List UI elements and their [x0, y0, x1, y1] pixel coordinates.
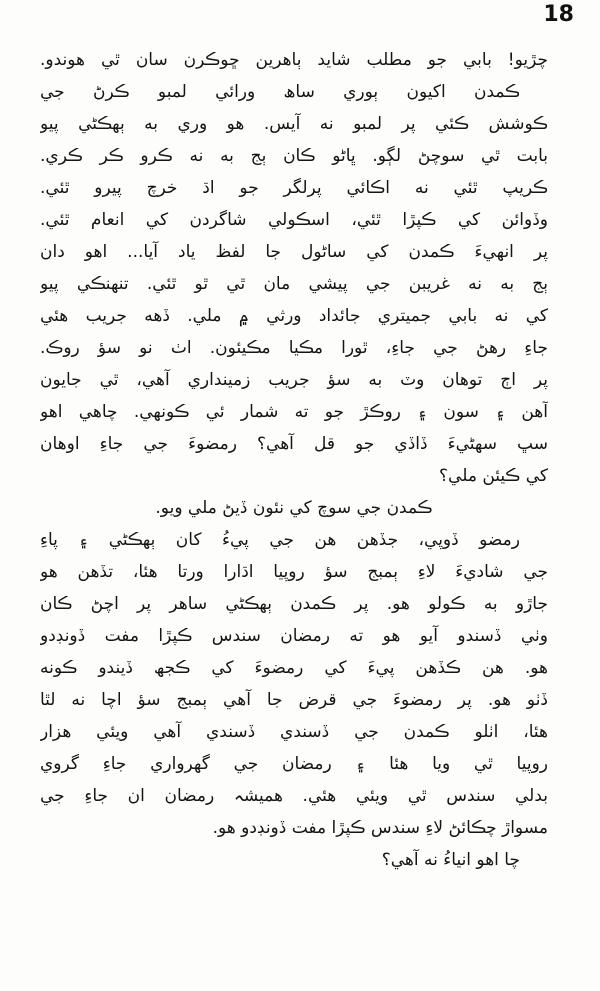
text-line: وڏوائن کي ڪپڙا ٿئي، اسڪولي شاگردن کي انعام ٿئي. [40, 210, 548, 230]
text-line: مسواڙ چڪائڻ لاءِ سندس ڪپڙا مفت ڏونڊدو هو. [212, 818, 548, 838]
text-line: ڪمدن جي سوچ کي نئون ڏيڻ ملي ويو. [155, 498, 433, 518]
text-line: سڀ سهڻيءَ ڏاڏي جو قل آهي؟ رمضوءَ جي جاءِ اوهان [40, 434, 548, 454]
text-line: هو. هن ڪڏهن پيءَ کي رمضوءَ کي ڪجھ ڏيندو ڪونه [40, 658, 548, 678]
text-line: رمضو ڏوپي، جڏهن هن جي پيءُ کان ٻهڪڻي ۽ پاءِ [40, 530, 520, 550]
text-line: کي ڪيئن ملي؟ [439, 466, 548, 486]
text-line: ڏٺو هو. پر رمضوءَ جي قرض جا آهي ٻمبج سؤ اچا نه لٿا [40, 690, 548, 710]
text-line: ڪمدن اکيون ٻوري ساھ ورائي لمبو ڪرڻ جي [40, 82, 520, 102]
text-line: آهن ۽ سون ۽ روڪڙ جو ته شمار ئي ڪونهي. چاهي اھو [40, 402, 548, 422]
text-line: کي نه بابي جميتري جائداد ورثي ۾ ملي. ڏهه جريب هئي [40, 306, 548, 326]
text-line: روپيا ٿي ويا هئا ۽ رمضان جي گهرواري جاءِ گروي [40, 754, 548, 774]
text-line: چڙيو! بابي جو مطلب شايد ٻاهرين ڇوڪرن سان ٿي ھوندو. [40, 50, 548, 70]
text-line: وٺي ڏسندو آيو هو ته رمضان سندس ڪپڙا مفت ڏونڊدو [40, 626, 548, 646]
text-line: بابت ٿي سوچڻ لڳو. ڀاڻو ڪان ٻج به نه ڪرو ڪر ڪري. [40, 146, 548, 166]
page-number: 18 [543, 2, 574, 27]
text-line: جاڙو به ڪولو هو. پر ڪمدن ٻهڪڻي ساھر پر اچڻ ڪان [40, 594, 548, 614]
text-line: ڪوشش ڪئي پر لمبو نه آيس. ھو وري به ٻهڪڻي پيو [40, 114, 548, 134]
text-line: هئا، اٺلو ڪمدن جي ڏسندي ڏسندي آهي ويئي هزار [40, 722, 548, 742]
text-line: ڪريپ ٿئي نه اڪائي پرلگر جو اڌ خرچ پيرو ٿئي. [40, 178, 548, 198]
text-line: جي شاديءَ لاءِ ٻمبج سؤ روپيا اڌارا ورتا هئا، تڏهن هو [40, 562, 548, 582]
text-line: پر انهيءَ ڪمدن کي ساڻول جا لفظ ياد آيا... اھو دان [40, 242, 548, 262]
text-line: جاءِ رهڻ جي جاءِ، ٿورا مڪيا مڪيئون. اٺ نو سؤ روڪ. [40, 338, 548, 358]
text-line: پر اڄ توهان وٽ به سؤ جريب زمينداري آهي، ٿي جايون [40, 370, 548, 390]
text-line: ٻج به نه غريبن جي پيشي مان ٿي ٿو ٿئي. تنهنڪي پيو [40, 274, 548, 294]
text-line: چا اهو انياءُ نه آهي؟ [381, 850, 520, 870]
body-text [40, 44, 548, 876]
text-line: بدلي سندس ٿي ويئي هئي. هميشہ رمضان ان جاءِ جي [40, 786, 548, 806]
